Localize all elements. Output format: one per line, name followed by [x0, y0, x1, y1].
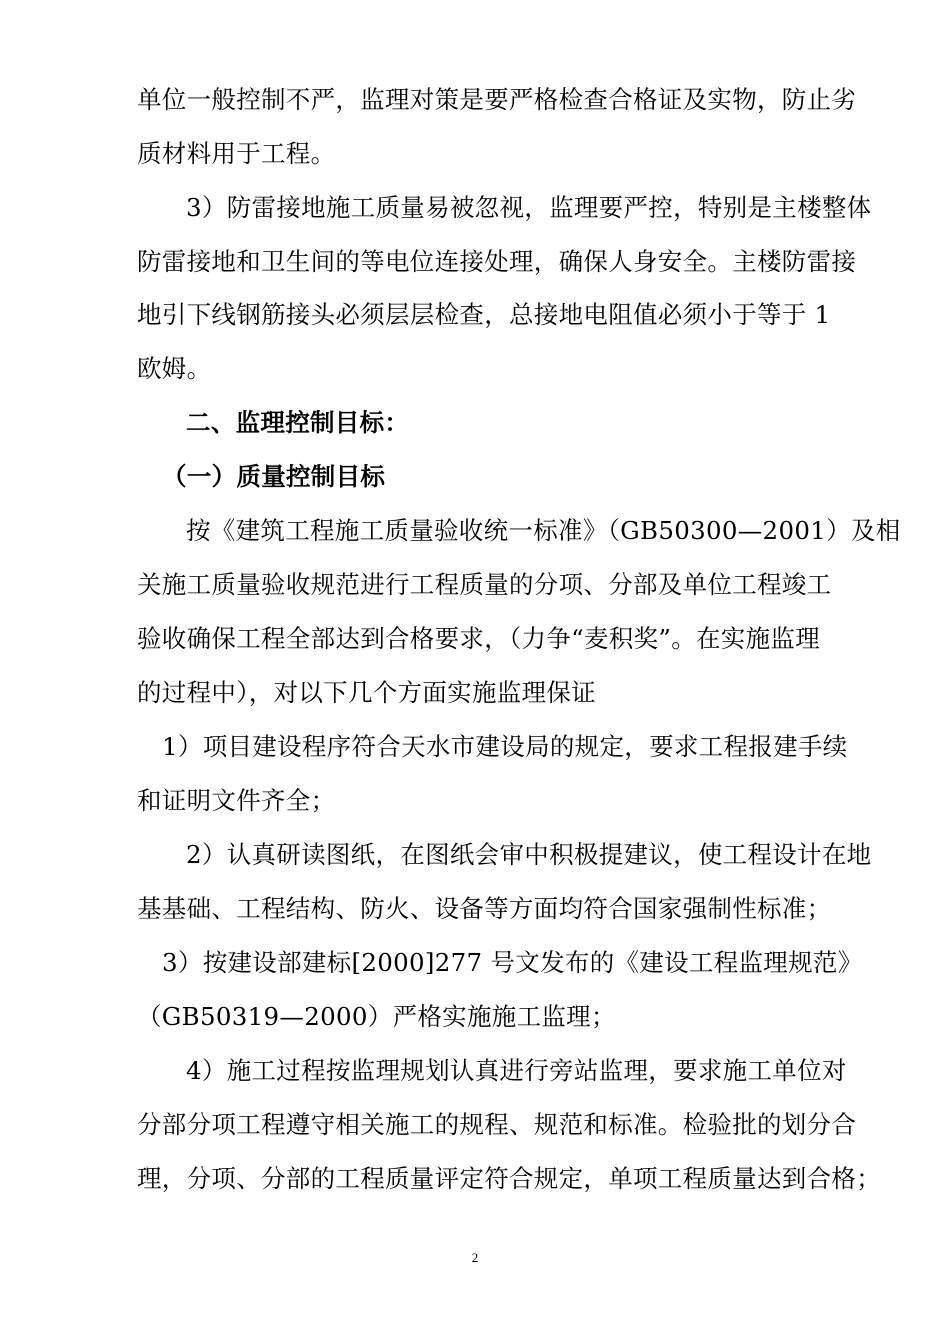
text-line: 的过程中），对以下几个方面实施监理保证	[137, 678, 596, 707]
text-line: 防雷接地和卫生间的等电位连接处理，确保人身安全。主楼防雷接	[137, 247, 857, 276]
text-line: 关施工质量验收规范进行工程质量的分项、分部及单位工程竣工	[137, 570, 832, 599]
text-line: 单位一般控制不严，监理对策是要严格检查合格证及实物，防止劣	[137, 85, 857, 114]
list-item-line: 4）施工过程按监理规划认真进行旁站监理，要求施工单位对	[186, 1056, 847, 1085]
text-line: 和证明文件齐全；	[137, 786, 336, 815]
text-line: 验收确保工程全部达到合格要求，（力争“麦积奖”。在实施监理	[137, 624, 820, 653]
list-item-line: 3）按建设部建标[2000]277 号文发布的《建设工程监理规范》	[162, 948, 863, 977]
list-item-line: 1）项目建设程序符合天水市建设局的规定，要求工程报建手续	[162, 732, 848, 761]
list-item-line: 2）认真研读图纸，在图纸会审中积极提建议，使工程设计在地	[186, 840, 872, 869]
paragraph-line: 按《建筑工程施工质量验收统一标准》（GB50300—2001）及相	[186, 516, 901, 545]
text-line: 理，分项、分部的工程质量评定符合规定，单项工程质量达到合格；	[137, 1164, 881, 1193]
section-heading: 二、监理控制目标：	[186, 408, 410, 437]
subsection-heading: （一）质量控制目标	[162, 462, 386, 491]
text-line: （GB50319—2000）严格实施施工监理；	[137, 1002, 616, 1031]
text-line: 质材料用于工程。	[137, 139, 336, 168]
page-number: 2	[471, 1250, 479, 1265]
text-line: 地引下线钢筋接头必须层层检查，总接地电阻值必须小于等于 1	[137, 300, 831, 329]
paragraph-line: 3）防雷接地施工质量易被忽视，监理要严控，特别是主楼整体	[186, 193, 872, 222]
text-line: 分部分项工程遵守相关施工的规程、规范和标准。检验批的划分合	[137, 1110, 857, 1139]
text-line: 欧姆。	[137, 354, 212, 383]
text-line: 基基础、工程结构、防火、设备等方面均符合国家强制性标准；	[137, 894, 832, 923]
